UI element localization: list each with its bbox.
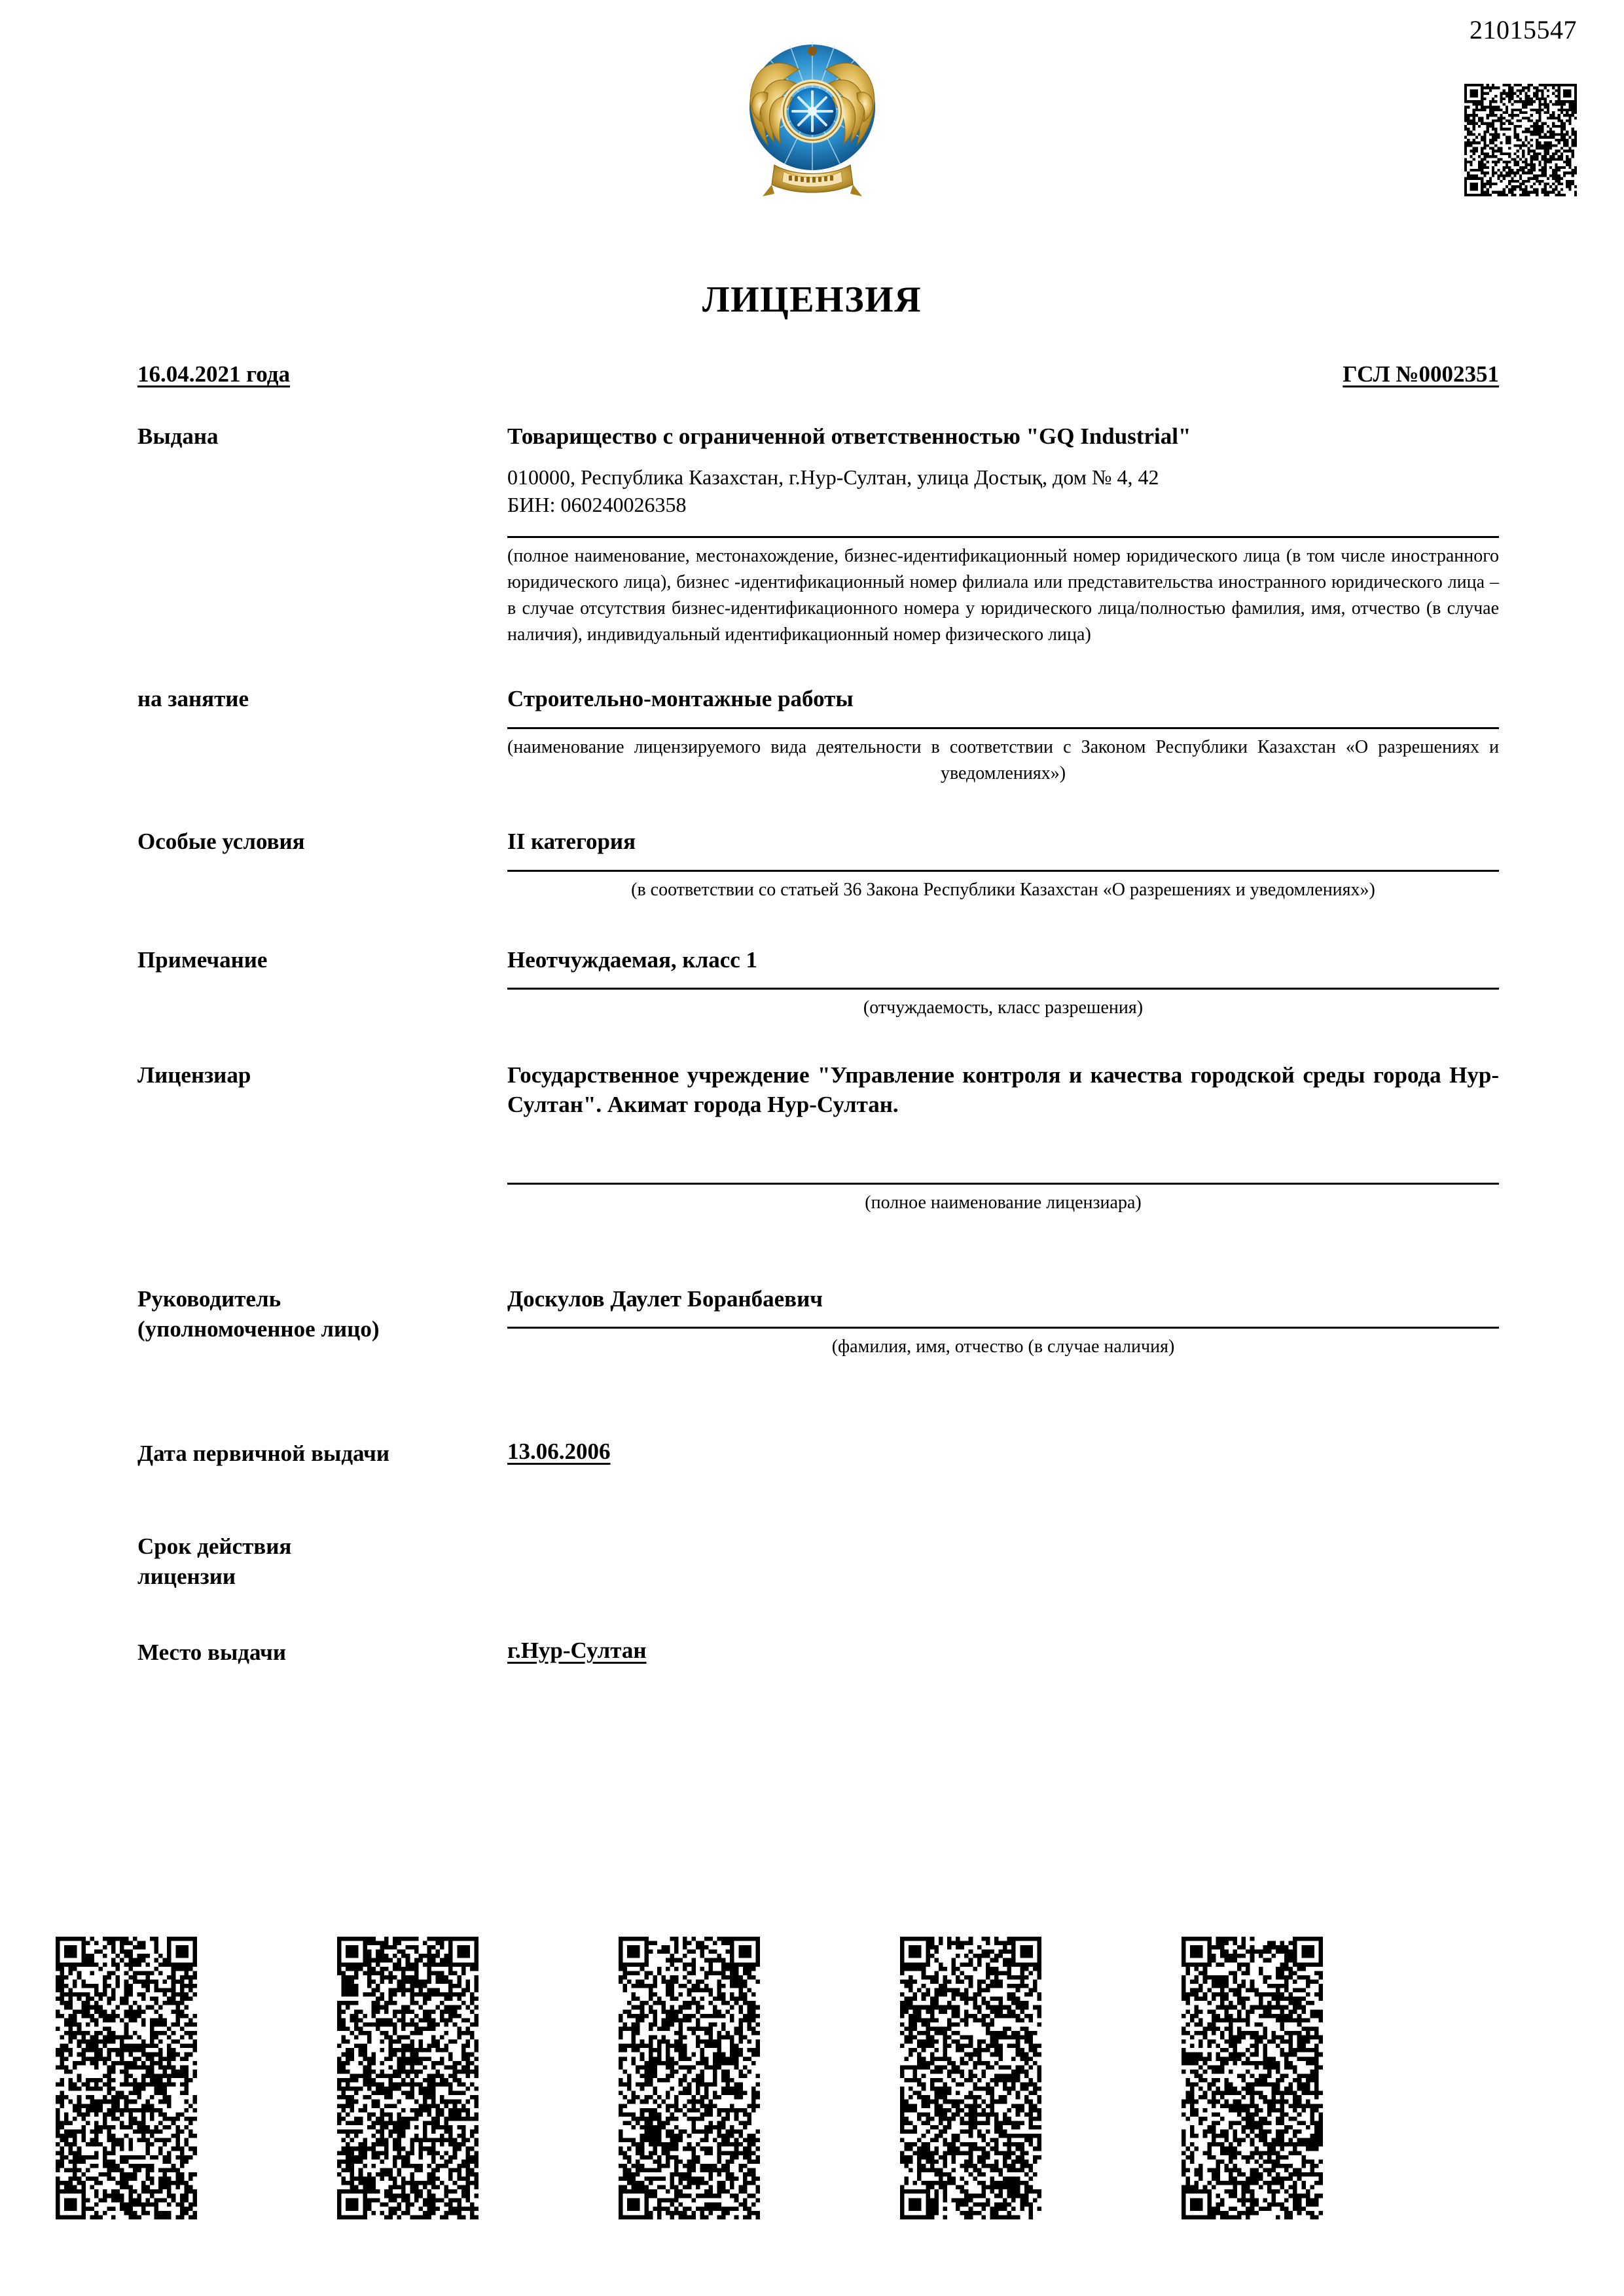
label-term-line1: Срок действия bbox=[137, 1533, 292, 1559]
section-note bbox=[137, 945, 1499, 1021]
signature-qr-code-3 bbox=[619, 1936, 760, 2220]
divider bbox=[507, 727, 1499, 729]
caption-activity: (наименование лицензируемого вида деятельности в соответствии с Законом Республики Казахстан «О разрешениях и уведомлениях») bbox=[507, 736, 1499, 783]
place-of-issue-value: г.Нур-Султан bbox=[507, 1638, 647, 1664]
page-title: ЛИЦЕНЗИЯ bbox=[702, 279, 922, 320]
field-licensor bbox=[507, 1060, 1499, 1216]
caption-licensor: (полное наименование лицензиара) bbox=[865, 1192, 1142, 1213]
field-place-of-issue bbox=[507, 1638, 1499, 1664]
special-conditions-value: II категория bbox=[507, 829, 636, 855]
label-head-line2: (уполномоченное лицо) bbox=[137, 1316, 380, 1342]
first-issue-date-value: 13.06.2006 bbox=[507, 1438, 611, 1464]
label-head-of-authority bbox=[137, 1284, 507, 1344]
caption-note: (отчуждаемость, класс разрешения) bbox=[863, 997, 1144, 1018]
spacer bbox=[507, 1120, 1499, 1176]
label-licensor: Лицензиар bbox=[137, 1062, 251, 1088]
section-special-conditions bbox=[137, 827, 1499, 903]
section-head-of-authority bbox=[137, 1284, 1499, 1360]
signature-qr-code-2 bbox=[337, 1936, 478, 2220]
divider bbox=[507, 1183, 1499, 1185]
section-activity bbox=[137, 684, 1499, 786]
label-head-line1: Руководитель bbox=[137, 1285, 281, 1312]
caption-special-conditions: (в соответствии со статьей 36 Закона Республики Казахстан «О разрешениях и уведомлениях») bbox=[631, 879, 1375, 900]
field-issued-to bbox=[507, 422, 1499, 647]
section-first-issue-date bbox=[137, 1439, 1499, 1469]
header-qr-code bbox=[1464, 84, 1577, 196]
divider bbox=[507, 1327, 1499, 1329]
field-head-of-authority bbox=[507, 1284, 1499, 1360]
label-special-conditions: Особые условия bbox=[137, 829, 305, 855]
issued-to-bin: БИН: 060240026358 bbox=[507, 493, 687, 517]
document-body bbox=[137, 361, 1499, 1668]
label-license-term bbox=[137, 1532, 507, 1592]
section-place-of-issue bbox=[137, 1638, 1499, 1668]
divider bbox=[507, 870, 1499, 872]
activity-value: Строительно-монтажные работы bbox=[507, 686, 854, 712]
label-note: Примечание bbox=[137, 946, 268, 973]
signature-qr-code-1 bbox=[56, 1936, 197, 2220]
issued-to-company-name: Товарищество с ограниченной ответственностью "GQ Industrial" bbox=[507, 423, 1191, 449]
label-term-line2: лицензии bbox=[137, 1564, 236, 1590]
label-first-issue-date: Дата первичной выдачи bbox=[137, 1440, 390, 1466]
kazakhstan-coat-of-arms-emblem bbox=[736, 30, 888, 206]
field-activity bbox=[507, 684, 1499, 786]
label-place-of-issue: Место выдачи bbox=[137, 1640, 286, 1666]
divider bbox=[507, 988, 1499, 990]
signature-qr-code-4 bbox=[900, 1936, 1041, 2220]
licensor-value: Государственное учреждение "Управление контроля и качества городской среды города Нур-Султан". Акимат города Нур-Султан. bbox=[507, 1062, 1499, 1118]
field-first-issue-date bbox=[507, 1439, 1499, 1465]
issue-header-row bbox=[137, 361, 1499, 387]
caption-issued-to: (полное наименование, местонахождение, бизнес-идентификационный номер юридического лица (в том числе иностранного юридического лица), бизнес -идентификационный номер филиала или представительства иностранного юридического лица – в случае отсутствия бизнес-идентификационного номера у юридического лица/полностью фамилия, имя, отчество (в случае наличия), индивидуальный идентификационный номер физического лица) bbox=[507, 546, 1499, 645]
note-value: Неотчуждаемая, класс 1 bbox=[507, 946, 758, 973]
label-issued-to: Выдана bbox=[137, 423, 219, 449]
document-number: 21015547 bbox=[1470, 15, 1577, 45]
issued-to-address: 010000, Республика Казахстан, г.Нур-Султан, улица Достық, дом № 4, 42 bbox=[507, 465, 1159, 489]
field-note bbox=[507, 945, 1499, 1021]
digital-signature-qr-strip bbox=[0, 1936, 1624, 2224]
issue-date: 16.04.2021 года bbox=[137, 361, 290, 387]
section-issued-to bbox=[137, 422, 1499, 647]
signature-qr-code-5 bbox=[1182, 1936, 1323, 2220]
section-licensor bbox=[137, 1060, 1499, 1216]
section-license-term bbox=[137, 1532, 1499, 1592]
head-of-authority-name: Доскулов Даулет Боранбаевич bbox=[507, 1285, 823, 1312]
caption-head-of-authority: (фамилия, имя, отчество (в случае наличия) bbox=[831, 1336, 1175, 1357]
license-serial-number: ГСЛ №0002351 bbox=[1343, 361, 1499, 387]
label-activity: на занятие bbox=[137, 686, 249, 712]
field-special-conditions bbox=[507, 827, 1499, 903]
divider bbox=[507, 536, 1499, 538]
